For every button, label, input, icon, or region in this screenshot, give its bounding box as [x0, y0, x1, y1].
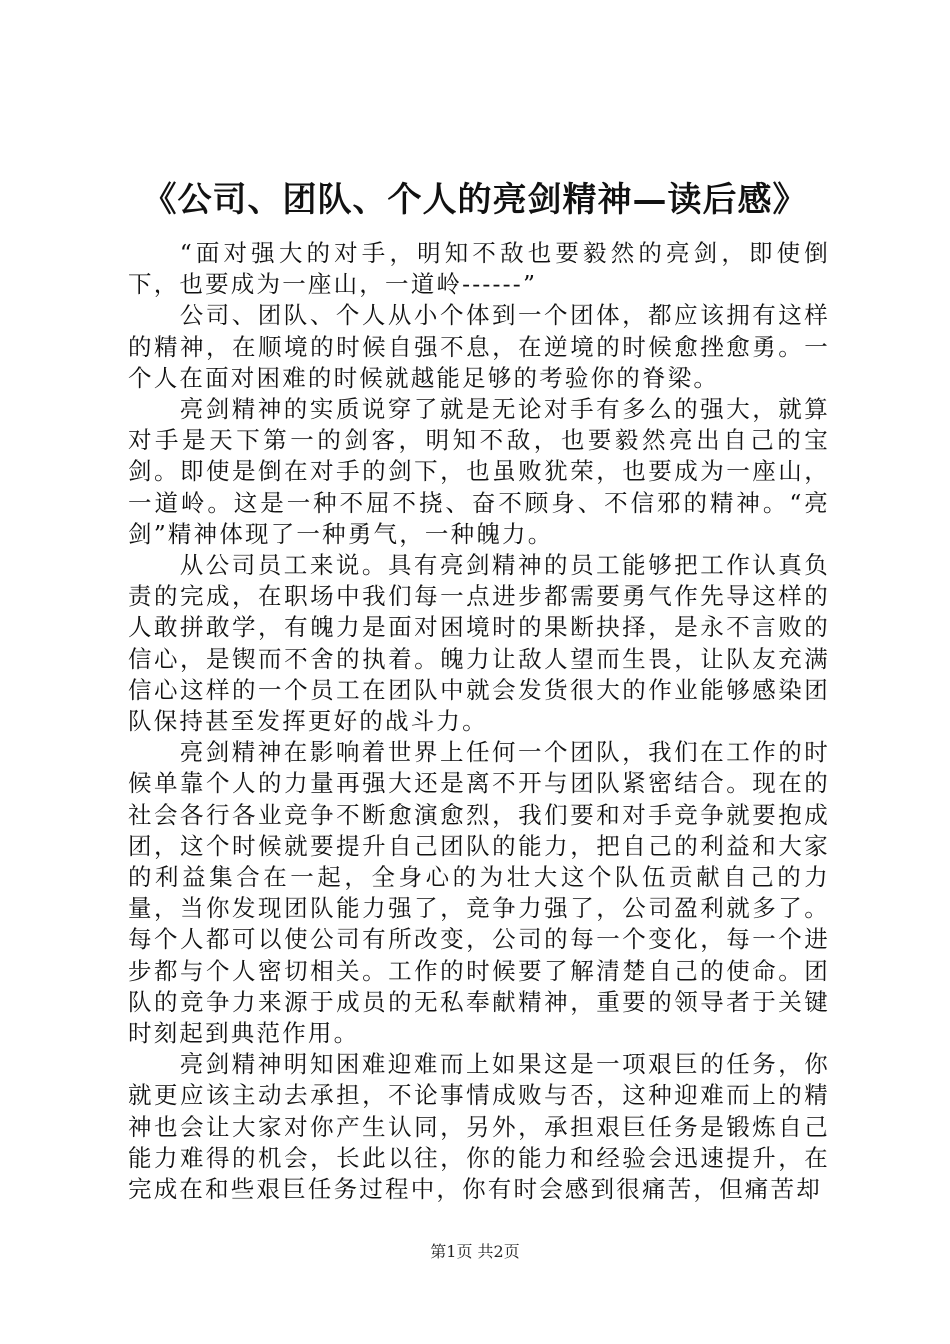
paragraph: 亮剑精神在影响着世界上任何一个团队，我们在工作的时候单靠个人的力量再强大还是离不开与团队紧密结合。现在的社会各行各业竞争不断愈演愈烈，我们要和对手竞争就要抱成团，这个时候就要提升自己团队的能力，把自己的利益和大家的利益集合在一起，全身心的为壮大这个队伍贡献自己的力量，当你发现团队能力强了，竞争力强了，公司盈利就多了。每个人都可以使公司有所改变，公司的每一个变化，每一个进步都与个人密切相关。工作的时候要了解清楚自己的使命。团队的竞争力来源于成员的无私奉献精神，重要的领导者于关键时刻起到典范作用。: [128, 738, 830, 1048]
paragraph: 公司、团队、个人从小个体到一个团体，都应该拥有这样的精神，在顺境的时候自强不息，在逆境的时候愈挫愈勇。一个人在面对困难的时候就越能足够的考验你的脊梁。: [128, 301, 830, 392]
paragraph: 亮剑精神的实质说穿了就是无论对手有多么的强大，就算对手是天下第一的剑客，明知不敌，也要毅然亮出自己的宝剑。即使是倒在对手的剑下，也虽败犹荣，也要成为一座山，一道岭。这是一种不屈不挠、奋不顾身、不信邪的精神。“亮剑”精神体现了一种勇气，一种魄力。: [128, 395, 830, 548]
paragraph: 亮剑精神明知困难迎难而上如果这是一项艰巨的任务，你就更应该主动去承担，不论事情成败与否，这种迎难而上的精神也会让大家对你产生认同，另外，承担艰巨任务是锻炼自己能力难得的机会，长此以往，你的能力和经验会迅速提升，在完成在和些艰巨任务过程中，你有时会感到很痛苦，但痛苦却: [128, 1050, 830, 1204]
document-body: [128, 238, 830, 1205]
document-title: 《公司、团队、个人的亮剑精神—读后感》: [142, 180, 808, 220]
paragraph-quote: “面对强大的对手，明知不敌也要毅然的亮剑，即使倒下，也要成为一座山，一道岭------”: [128, 239, 830, 299]
paragraph: 从公司员工来说。具有亮剑精神的员工能够把工作认真负责的完成，在职场中我们每一点进步都需要勇气作先导这样的人敢拼敢学，有魄力是面对困境时的果断抉择，是永不言败的信心，是锲而不舍的执着。魄力让敌人望而生畏，让队友充满信心这样的一个员工在团队中就会发货很大的作业能够感染团队保持甚至发挥更好的战斗力。: [128, 551, 830, 736]
page-number-footer: 第1页 共2页: [430, 1242, 520, 1261]
